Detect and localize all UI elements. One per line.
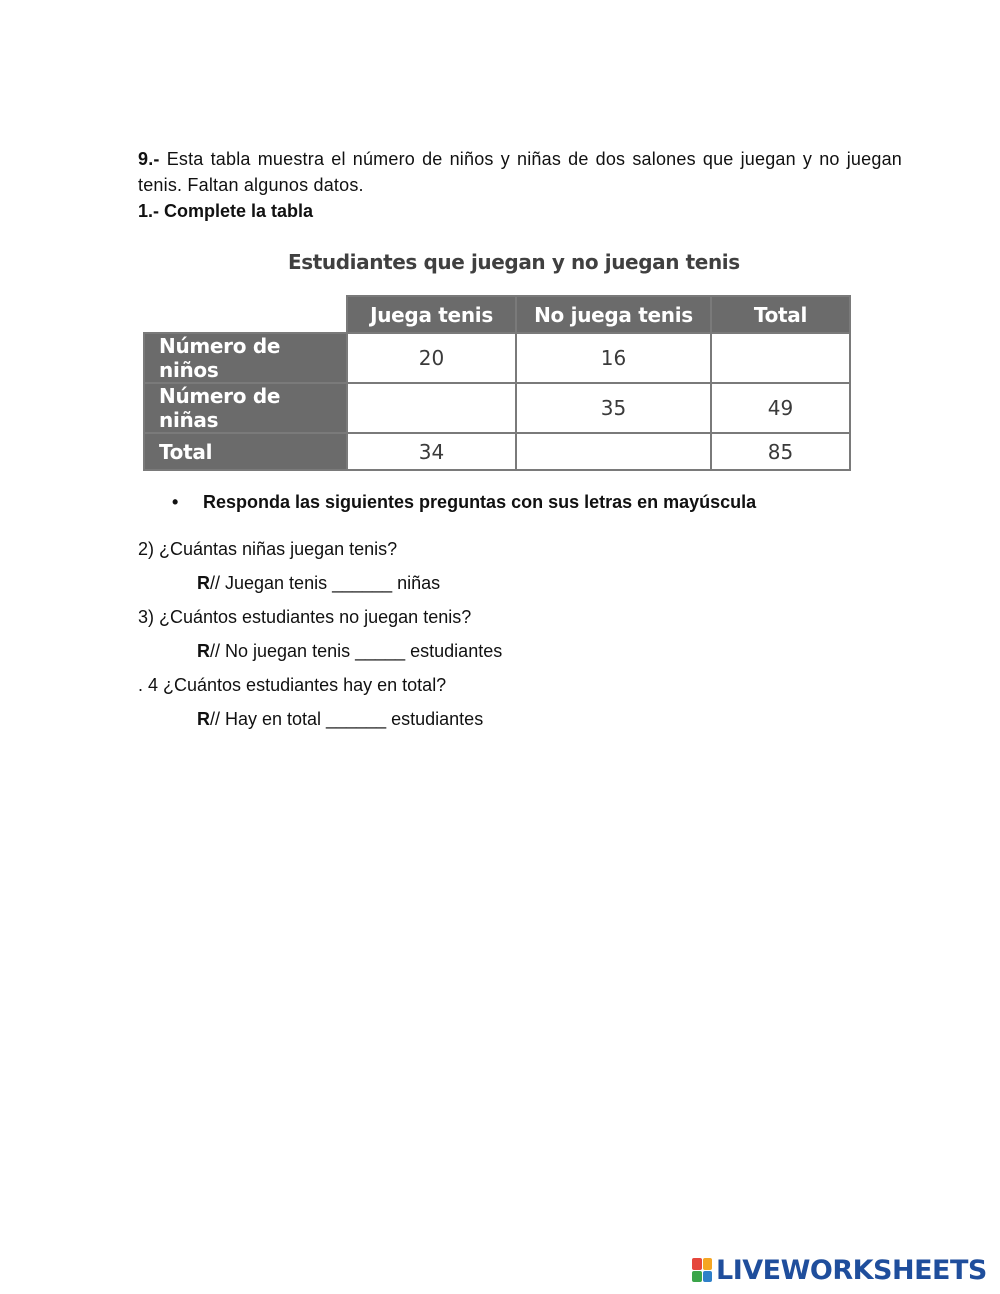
table-row — [144, 383, 850, 433]
table-row — [144, 433, 850, 470]
logo-text: LIVEWORKSHEETS — [716, 1254, 987, 1286]
cell-total-no-juega[interactable] — [516, 433, 711, 470]
answer-prefix: R — [197, 573, 210, 593]
logo-square — [703, 1271, 713, 1283]
question-4: . 4 ¿Cuántos estudiantes hay en total? — [138, 675, 447, 695]
subheading: 1.- Complete la tabla — [138, 201, 314, 221]
answer-4 — [197, 707, 483, 731]
cell-ninos-juega: 20 — [347, 333, 516, 383]
answer-text[interactable]: // Hay en total ______ estudiantes — [210, 709, 484, 729]
bullet-icon: • — [172, 492, 179, 512]
answer-text[interactable]: // No juegan tenis _____ estudiantes — [210, 641, 503, 661]
question-2: 2) ¿Cuántas niñas juegan tenis? — [138, 539, 398, 559]
cell-ninas-total: 49 — [711, 383, 850, 433]
cell-ninas-juega[interactable] — [347, 383, 516, 433]
logo-square — [703, 1258, 713, 1270]
header-no-juega-tenis: No juega tenis — [516, 296, 711, 333]
row-label-ninas: Número de niñas — [144, 383, 347, 433]
cell-ninas-no-juega: 35 — [516, 383, 711, 433]
cell-ninos-total[interactable] — [711, 333, 850, 383]
cell-ninos-no-juega: 16 — [516, 333, 711, 383]
instruction-text: Responda las siguientes preguntas con sus letras en mayúscula — [203, 492, 757, 512]
liveworksheets-logo — [692, 1256, 987, 1284]
intro-text: Esta tabla muestra el número de niños y niñas de dos salones que juegan y no juegan tenis. Faltan algunos datos. — [138, 149, 902, 195]
table-corner — [144, 296, 347, 333]
table-header-row — [144, 296, 850, 333]
logo-icon — [692, 1258, 712, 1282]
cell-total-juega: 34 — [347, 433, 516, 470]
row-label-total: Total — [144, 433, 347, 470]
answer-3 — [197, 639, 502, 663]
answer-prefix: R — [197, 641, 210, 661]
logo-square — [692, 1271, 702, 1283]
table-title: Estudiantes que juegan y no juegan tenis — [288, 250, 740, 274]
row-label-ninos: Número de niños — [144, 333, 347, 383]
question-3: 3) ¿Cuántos estudiantes no juegan tenis? — [138, 607, 472, 627]
logo-square — [692, 1258, 702, 1270]
header-juega-tenis: Juega tenis — [347, 296, 516, 333]
answer-2 — [197, 571, 440, 595]
answer-prefix: R — [197, 709, 210, 729]
data-table — [143, 295, 851, 471]
intro-paragraph — [138, 146, 902, 198]
header-total: Total — [711, 296, 850, 333]
instruction-bullet — [172, 490, 756, 514]
exercise-number: 9.- — [138, 149, 160, 169]
answer-text[interactable]: // Juegan tenis ______ niñas — [210, 573, 441, 593]
cell-total-total: 85 — [711, 433, 850, 470]
table-row — [144, 333, 850, 383]
